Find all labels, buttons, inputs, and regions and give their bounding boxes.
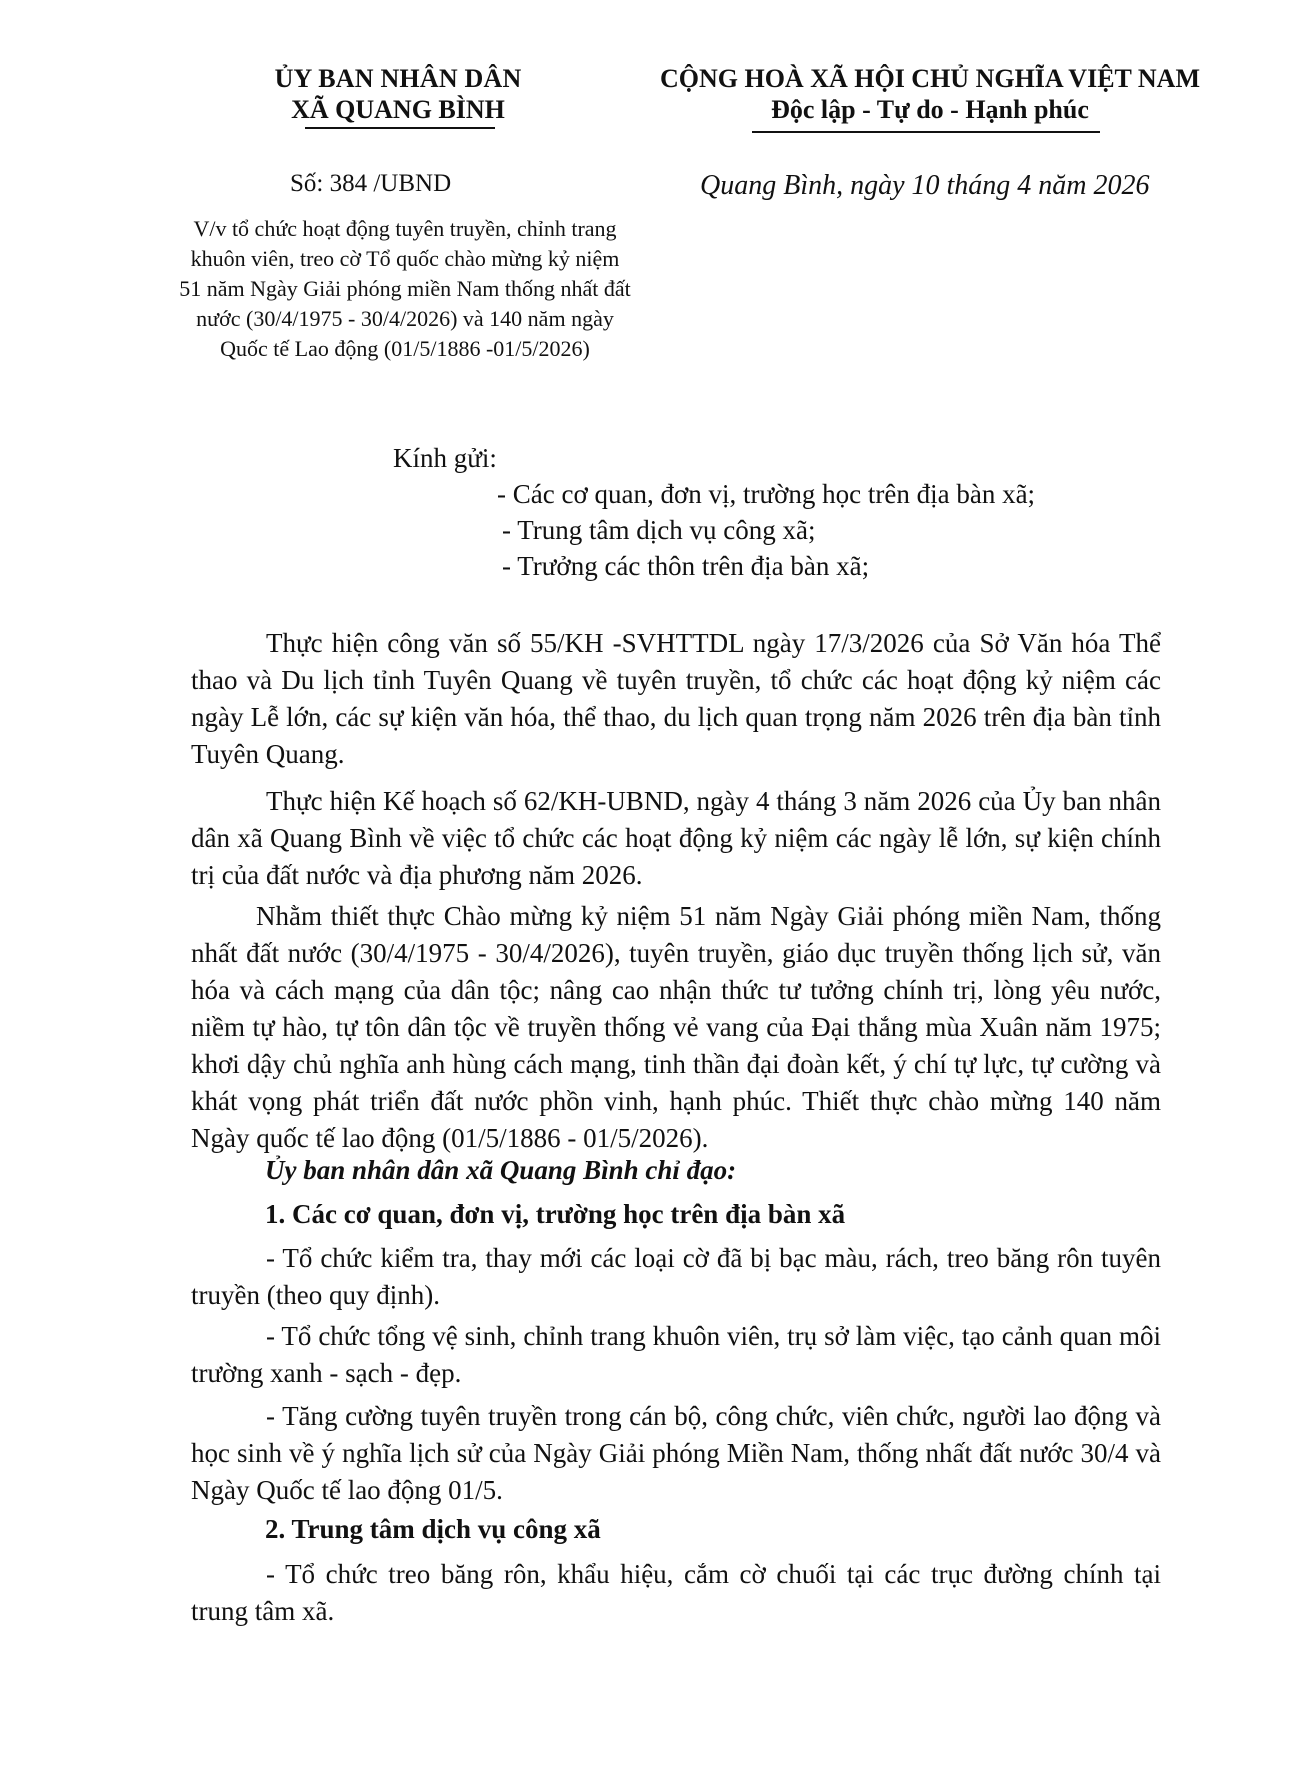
section-2-heading: 2. Trung tâm dịch vụ công xã: [265, 1514, 601, 1544]
motto-underline: [752, 131, 1100, 133]
recipient-item: - Trưởng các thôn trên địa bàn xã;: [502, 551, 870, 581]
section-1-item: - Tổ chức tổng vệ sinh, chỉnh trang khuôn viên, trụ sở làm việc, tạo cảnh quan môi trường xanh - sạch - đẹp.: [191, 1321, 1161, 1388]
body-paragraph-3: Nhằm thiết thực Chào mừng kỷ niệm 51 năm Ngày Giải phóng miền Nam, thống nhất đất nước (30/4/1975 - 30/4/2026), tuyên truyền, giáo dục truyền thống lịch sử, văn hóa và cách mạng của dân tộc; nâng cao nhận thức tư tưởng chính trị, lòng yêu nước, niềm tự hào, tự tôn dân tộc về truyền thống vẻ vang của Đại thắng mùa Xuân năm 1975; khơi dậy chủ nghĩa anh hùng cách mạng, tinh thần đại đoàn kết, ý chí tự lực, tự cường và khát vọng phát triển đất nước phồn vinh, hạnh phúc. Thiết thực chào mừng 140 năm Ngày quốc tế lao động (01/5/1886 - 01/5/2026).: [191, 901, 1161, 1153]
section-1-item: - Tổ chức kiểm tra, thay mới các loại cờ đã bị bạc màu, rách, treo băng rôn tuyên truyền (theo quy định).: [191, 1243, 1161, 1310]
document-subject: V/v tổ chức hoạt động tuyên truyền, chỉnh trang khuôn viên, treo cờ Tổ quốc chào mừng kỷ niệm 51 năm Ngày Giải phóng miền Nam thống nhất đất nước (30/4/1975 - 30/4/2026) và 140 năm ngày Quốc tế Lao động (01/5/1886 -01/5/2026): [179, 216, 631, 361]
section-1-item: - Tăng cường tuyên truyền trong cán bộ, công chức, viên chức, người lao động và học sinh về ý nghĩa lịch sử của Ngày Giải phóng Miền Nam, thống nhất đất nước 30/4 và Ngày Quốc tế lao động 01/5.: [191, 1401, 1161, 1505]
agency-underline: [305, 127, 495, 129]
national-motto: Độc lập - Tự do - Hạnh phúc: [771, 95, 1089, 124]
national-title: CỘNG HOÀ XÃ HỘI CHỦ NGHĨA VIỆT NAM: [659, 64, 1201, 93]
body-paragraph-2: Thực hiện Kế hoạch số 62/KH-UBND, ngày 4 tháng 3 năm 2026 của Ủy ban nhân dân xã Quang Bình về việc tổ chức các hoạt động kỷ niệm các ngày lễ lớn, sự kiện chính trị của đất nước và địa phương năm 2026.: [191, 786, 1161, 890]
document-date: Quang Bình, ngày 10 tháng 4 năm 2026: [700, 170, 1150, 201]
directive-heading: Ủy ban nhân dân xã Quang Bình chỉ đạo:: [265, 1155, 737, 1185]
section-2-item: - Tổ chức treo băng rôn, khẩu hiệu, cắm cờ chuối tại các trục đường chính tại trung tâm xã.: [191, 1559, 1161, 1626]
body-paragraph-1: Thực hiện công văn số 55/KH -SVHTTDL ngày 17/3/2026 của Sở Văn hóa Thể thao và Du lịch tỉnh Tuyên Quang về tuyên truyền, tổ chức các hoạt động kỷ niệm các ngày Lễ lớn, các sự kiện văn hóa, thể thao, du lịch quan trọng năm 2026 trên địa bàn tỉnh Tuyên Quang.: [191, 628, 1161, 769]
section-1-heading: 1. Các cơ quan, đơn vị, trường học trên địa bàn xã: [265, 1199, 846, 1229]
document-number: Số: 384 /UBND: [290, 170, 452, 197]
recipient-item: - Các cơ quan, đơn vị, trường học trên địa bàn xã;: [497, 479, 1036, 509]
issuing-agency: ỦY BAN NHÂN DÂN: [274, 64, 522, 93]
issuing-commune: XÃ QUANG BÌNH: [291, 95, 505, 124]
recipients-label: Kính gửi:: [393, 443, 497, 473]
recipient-item: - Trung tâm dịch vụ công xã;: [502, 515, 816, 545]
